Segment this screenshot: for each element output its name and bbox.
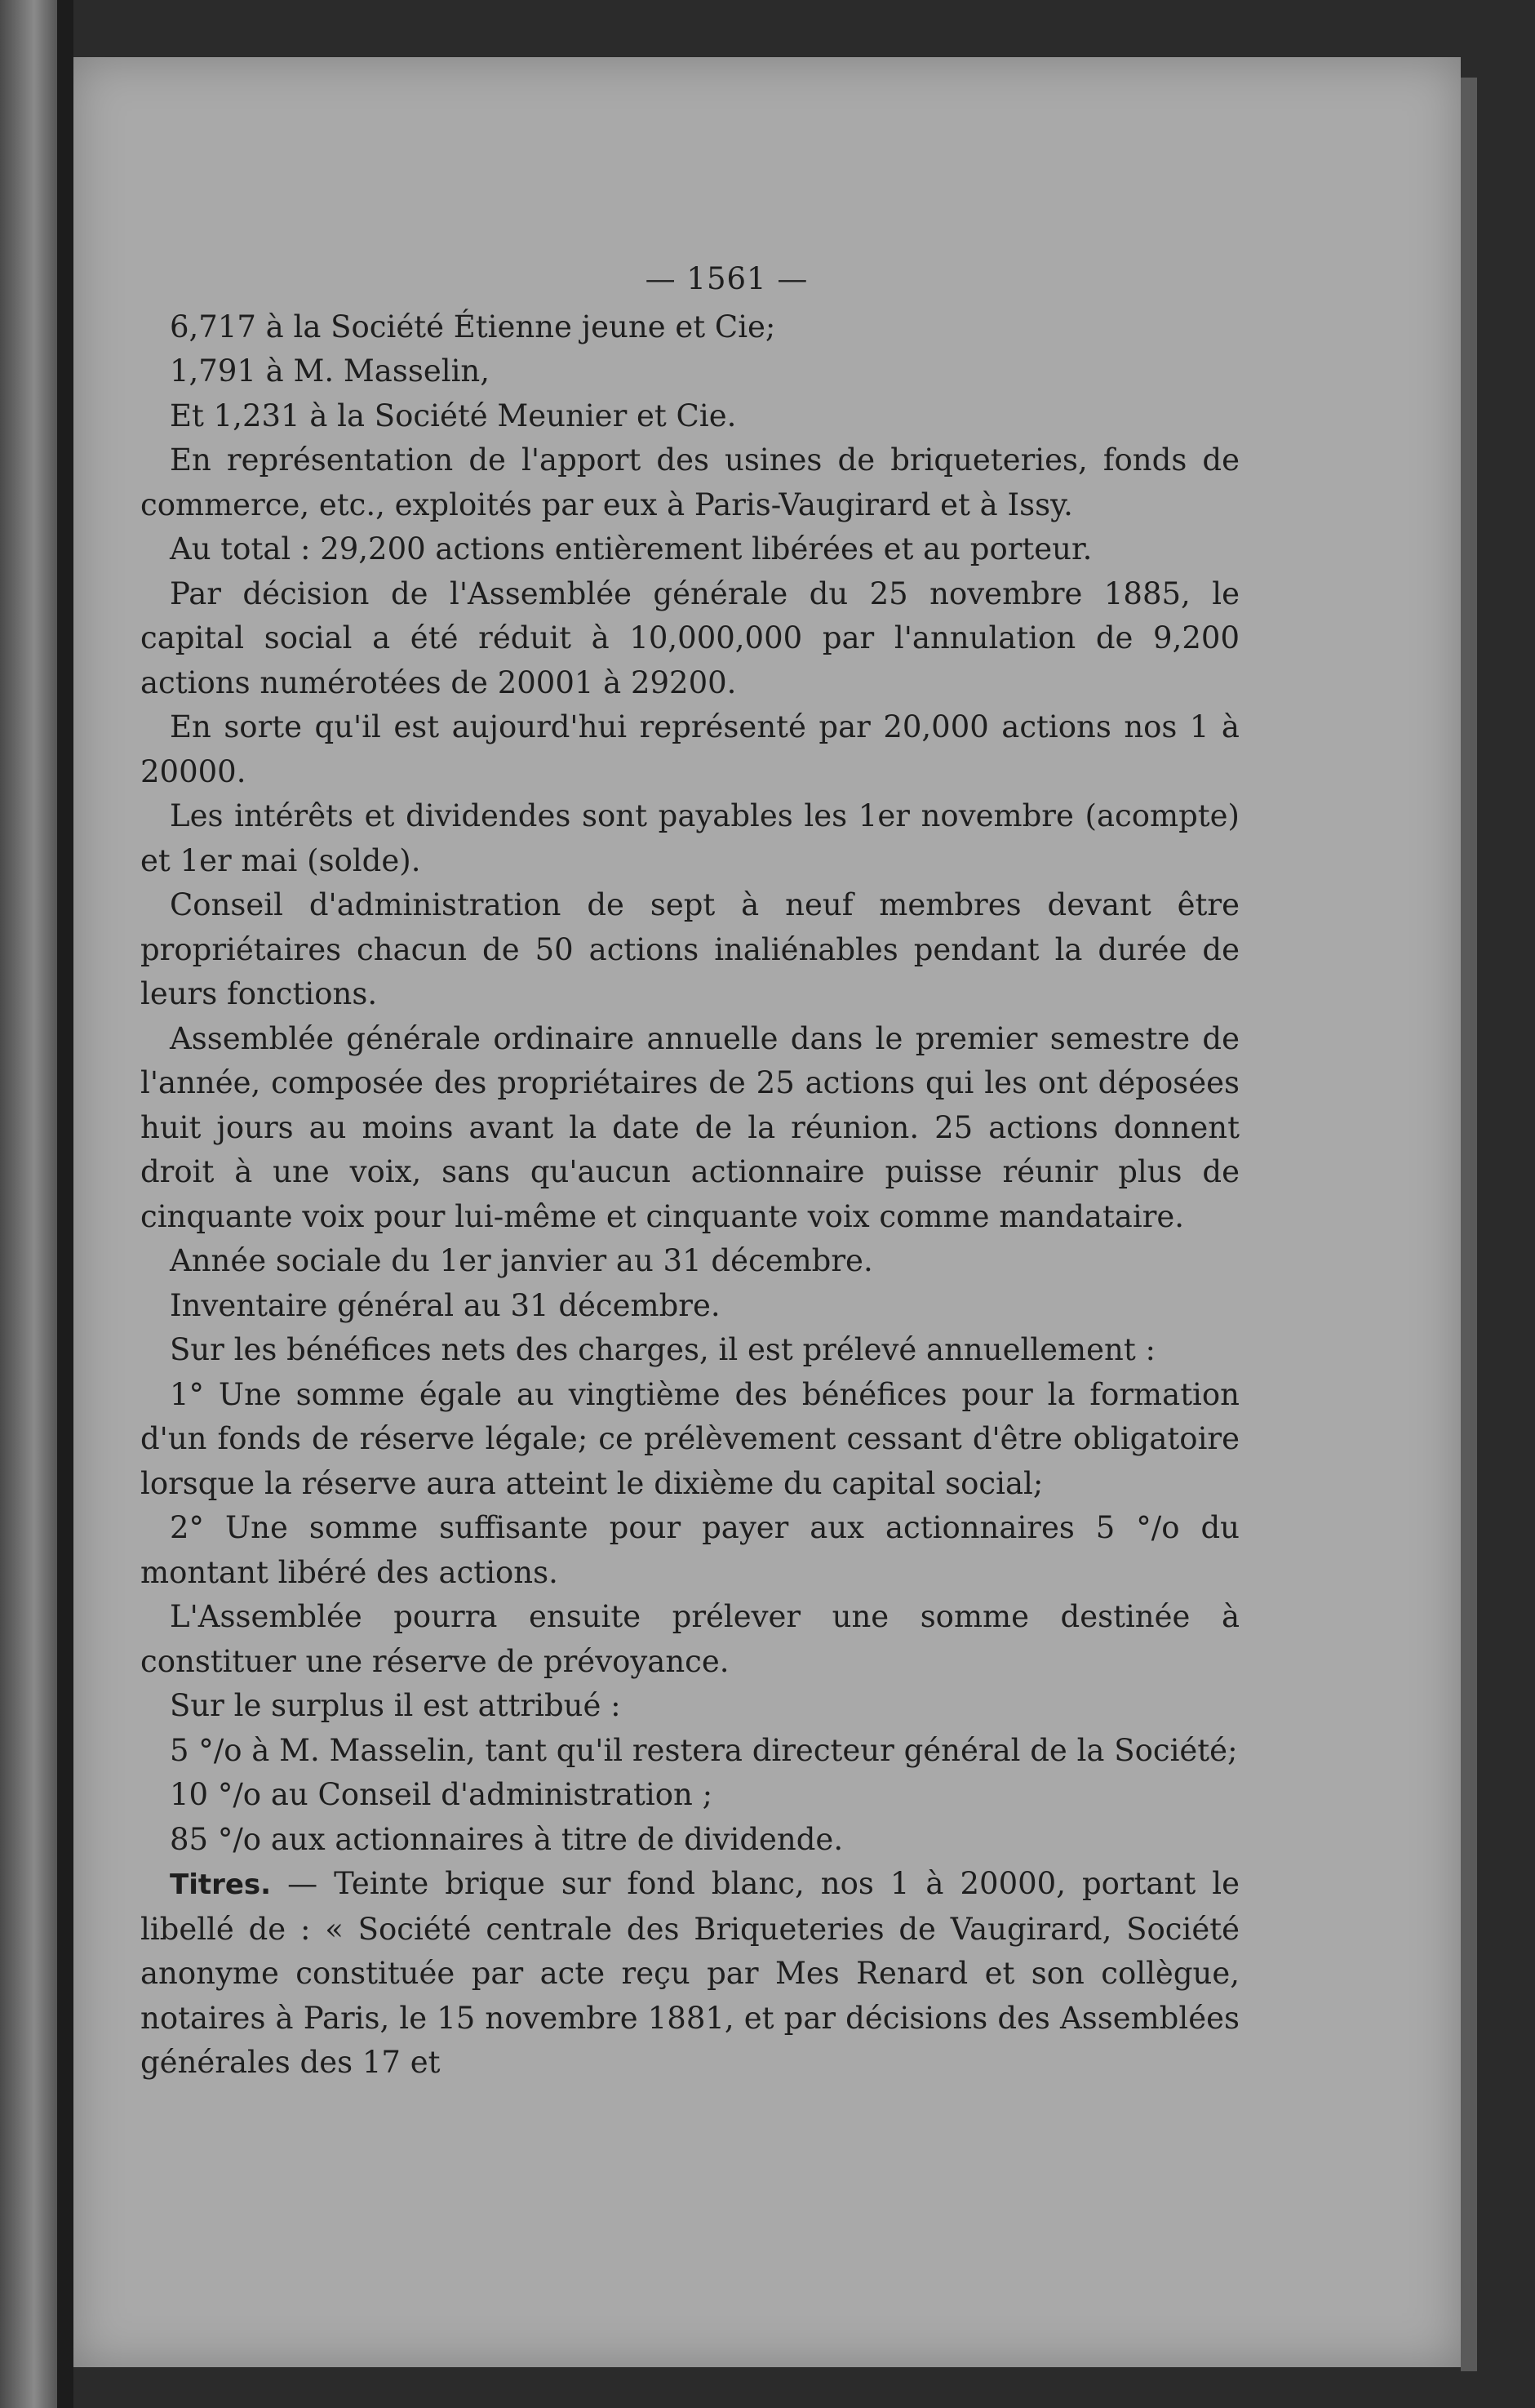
paragraph: Au total : 29,200 actions entièrement libérées et au porteur. — [170, 531, 1093, 566]
paragraph: 2° Une somme suffisante pour payer aux actionnaires 5 °/o du montant libéré des actions. — [140, 1510, 1240, 1590]
paragraph: 1° Une somme égale au vingtième des bénéfices pour la formation d'un fonds de réserve légale; ce prélèvement cessant d'être obligatoire lorsque la réserve aura atteint le dixième du capital social; — [140, 1376, 1240, 1501]
book-spine-shadow — [57, 0, 73, 2408]
titres-label: Titres. — [170, 1868, 272, 1901]
paragraph: Année sociale du 1er janvier au 31 décembre. — [170, 1243, 873, 1278]
paragraph: L'Assemblée pourra ensuite prélever une somme destinée à constituer une réserve de prévoyance. — [140, 1599, 1240, 1679]
paragraph: Conseil d'administration de sept à neuf membres devant être propriétaires chacun de 50 actions inaliénables pendant la durée de leurs fonctions. — [140, 887, 1240, 1011]
paragraph: 85 °/o aux actionnaires à titre de dividende. — [170, 1821, 844, 1857]
paragraph: 10 °/o au Conseil d'administration ; — [170, 1777, 713, 1812]
titres-paragraph — [140, 1862, 1240, 2086]
paragraph: 5 °/o à M. Masselin, tant qu'il restera directeur général de la Société; — [170, 1732, 1238, 1768]
paragraph: 1,791 à M. Masselin, — [170, 353, 490, 389]
paragraph: Sur le surplus il est attribué : — [170, 1688, 621, 1723]
paragraph: Les intérêts et dividendes sont payables les 1er novembre (acompte) et 1er mai (solde). — [140, 798, 1240, 878]
left-page-edge — [0, 0, 57, 2408]
paragraph: Sur les bénéfices nets des charges, il est prélevé annuellement : — [170, 1332, 1156, 1367]
page-number: — 1561 — — [645, 261, 809, 296]
titres-text: — Teinte brique sur fond blanc, nos 1 à 20000, portant le libellé de : « Société centrale des Briqueteries de Vaugirard, Société anonyme constituée par acte reçu par Mes Renard et son collègue, notaires à Paris, le 15 novembre 1881, et par décisions des Assemblées générales des 17 et — [140, 1866, 1240, 2080]
paragraph: Par décision de l'Assemblée générale du 25 novembre 1885, le capital social a été réduit à 10,000,000 par l'annulation de 9,200 actions numérotées de 20001 à 29200. — [140, 575, 1240, 700]
paragraph: 6,717 à la Société Étienne jeune et Cie; — [170, 309, 776, 344]
page-text — [140, 257, 1240, 2086]
right-page-edge — [1461, 78, 1477, 2371]
paragraph: Assemblée générale ordinaire annuelle dans le premier semestre de l'année, composée des propriétaires de 25 actions qui les ont déposées huit jours au moins avant la date de la réunion. 25 actions donnent droit à une voix, sans qu'aucun actionnaire puisse réunir plus de cinquante voix pour lui-même et cinquante voix comme mandataire. — [140, 1020, 1240, 1234]
paragraph: En représentation de l'apport des usines de briqueteries, fonds de commerce, etc., exploités par eux à Paris-Vaugirard et à Issy. — [140, 442, 1240, 522]
paragraph: Inventaire général au 31 décembre. — [170, 1287, 721, 1323]
paragraph: En sorte qu'il est aujourd'hui représenté par 20,000 actions nos 1 à 20000. — [140, 709, 1240, 789]
paragraph: Et 1,231 à la Société Meunier et Cie. — [170, 398, 737, 433]
